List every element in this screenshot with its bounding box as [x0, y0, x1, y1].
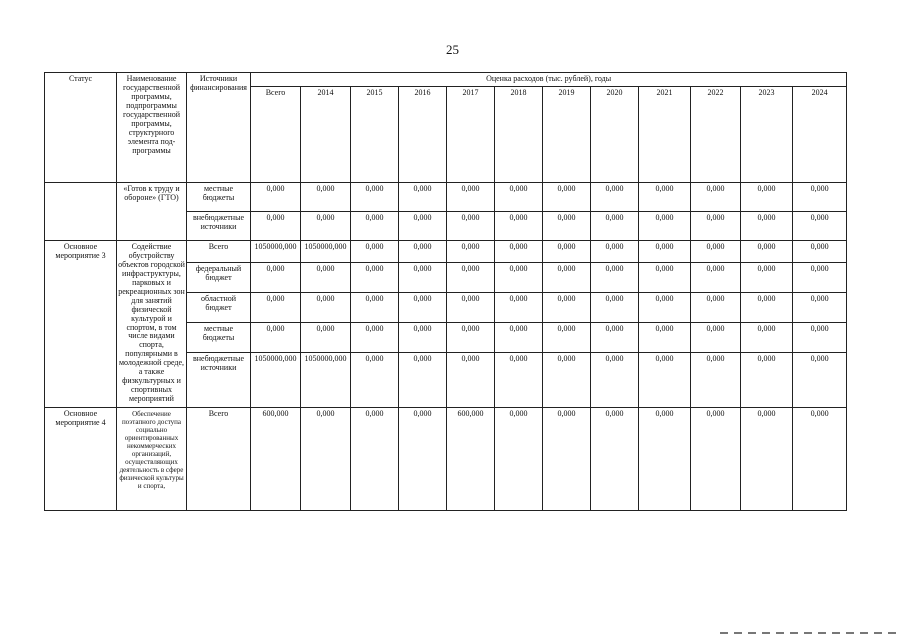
cell-value: 0,000	[691, 262, 741, 292]
cell-value: 0,000	[495, 211, 543, 240]
header-col-2016: 2016	[399, 86, 447, 182]
row-name: Содействие обустройству объектов городской инфраструктуры, парковых и рекреационных зон для занятий физической культурой и спортом, в том числе видами спорта, популярными в молодежной среде, а также физкультурных и спортивных мероприятий	[117, 240, 187, 407]
cell-value: 600,000	[447, 407, 495, 510]
cell-value: 0,000	[399, 292, 447, 322]
cell-value: 0,000	[301, 407, 351, 510]
cell-value: 0,000	[793, 322, 847, 352]
cell-value: 0,000	[399, 182, 447, 211]
cell-value: 1050000,000	[301, 240, 351, 262]
cell-value: 0,000	[301, 182, 351, 211]
header-col-2024: 2024	[793, 86, 847, 182]
row-source: областной бюджет	[187, 292, 251, 322]
header-estimate: Оценка расходов (тыс. рублей), годы	[251, 73, 847, 87]
cell-value: 0,000	[399, 322, 447, 352]
cell-value: 0,000	[691, 322, 741, 352]
cell-value: 0,000	[793, 292, 847, 322]
cell-value: 0,000	[639, 240, 691, 262]
cell-value: 0,000	[543, 407, 591, 510]
cell-value: 0,000	[251, 211, 301, 240]
cell-value: 0,000	[591, 262, 639, 292]
row-source: местные бюджеты	[187, 322, 251, 352]
scan-artifact	[720, 632, 900, 634]
cell-value: 0,000	[543, 352, 591, 407]
table-row	[45, 182, 847, 211]
table-row	[45, 240, 847, 262]
cell-value: 0,000	[399, 240, 447, 262]
cell-value: 0,000	[691, 407, 741, 510]
cell-value: 0,000	[351, 262, 399, 292]
header-col-total: Всего	[251, 86, 301, 182]
row-source: внебюджетные источники	[187, 352, 251, 407]
row-status: Основное мероприятие 3	[45, 240, 117, 407]
cell-value: 0,000	[591, 352, 639, 407]
header-col-2014: 2014	[301, 86, 351, 182]
cell-value: 0,000	[495, 322, 543, 352]
cell-value: 1050000,000	[251, 240, 301, 262]
cell-value: 0,000	[741, 240, 793, 262]
cell-value: 0,000	[741, 262, 793, 292]
cell-value: 0,000	[351, 322, 399, 352]
cell-value: 0,000	[301, 292, 351, 322]
cell-value: 0,000	[495, 352, 543, 407]
cell-value: 0,000	[691, 352, 741, 407]
cell-value: 0,000	[793, 262, 847, 292]
cell-value: 0,000	[639, 322, 691, 352]
cell-value: 0,000	[351, 292, 399, 322]
cell-value: 0,000	[543, 211, 591, 240]
cell-value: 0,000	[639, 211, 691, 240]
cell-value: 0,000	[351, 182, 399, 211]
cell-value: 0,000	[543, 292, 591, 322]
cell-value: 0,000	[301, 262, 351, 292]
cell-value: 0,000	[495, 292, 543, 322]
row-source: федеральный бюджет	[187, 262, 251, 292]
header-col-2018: 2018	[495, 86, 543, 182]
row-source: местные бюджеты	[187, 182, 251, 211]
cell-value: 1050000,000	[251, 352, 301, 407]
cell-value: 0,000	[351, 352, 399, 407]
cell-value: 0,000	[251, 292, 301, 322]
cell-value: 0,000	[447, 211, 495, 240]
cell-value: 0,000	[251, 322, 301, 352]
row-status: Основное мероприятие 4	[45, 407, 117, 510]
cell-value: 0,000	[591, 322, 639, 352]
cell-value: 1050000,000	[301, 352, 351, 407]
cell-value: 0,000	[741, 182, 793, 211]
cell-value: 0,000	[591, 292, 639, 322]
cell-value: 0,000	[495, 407, 543, 510]
cell-value: 0,000	[543, 322, 591, 352]
cell-value: 0,000	[495, 262, 543, 292]
header-sources: Источники финансирования	[187, 73, 251, 183]
row-status	[45, 182, 117, 240]
cell-value: 0,000	[639, 352, 691, 407]
cell-value: 0,000	[793, 182, 847, 211]
table-row	[45, 407, 847, 510]
row-source: Всего	[187, 240, 251, 262]
cell-value: 0,000	[639, 262, 691, 292]
cell-value: 0,000	[351, 240, 399, 262]
cell-value: 0,000	[447, 322, 495, 352]
cell-value: 0,000	[399, 262, 447, 292]
cell-value: 0,000	[351, 407, 399, 510]
cell-value: 0,000	[251, 182, 301, 211]
cell-value: 0,000	[543, 262, 591, 292]
cell-value: 0,000	[301, 211, 351, 240]
cell-value: 0,000	[495, 240, 543, 262]
cell-value: 0,000	[447, 352, 495, 407]
cell-value: 0,000	[793, 240, 847, 262]
header-name: Наименование государственной программы, подпрограммы государственной программы, структурного элемента под-программы	[117, 73, 187, 183]
cell-value: 0,000	[639, 407, 691, 510]
cell-value: 0,000	[495, 182, 543, 211]
header-col-2023: 2023	[741, 86, 793, 182]
header-col-2022: 2022	[691, 86, 741, 182]
cell-value: 0,000	[399, 407, 447, 510]
cell-value: 0,000	[591, 211, 639, 240]
cell-value: 0,000	[447, 262, 495, 292]
cell-value: 0,000	[447, 240, 495, 262]
cell-value: 0,000	[793, 407, 847, 510]
row-name: «Готов к труду и обороне» (ГТО)	[117, 182, 187, 240]
cell-value: 0,000	[447, 182, 495, 211]
cell-value: 0,000	[691, 182, 741, 211]
cell-value: 0,000	[741, 211, 793, 240]
cell-value: 0,000	[399, 352, 447, 407]
cell-value: 0,000	[399, 211, 447, 240]
cell-value: 0,000	[741, 292, 793, 322]
cell-value: 0,000	[793, 211, 847, 240]
cell-value: 0,000	[301, 322, 351, 352]
cell-value: 0,000	[793, 352, 847, 407]
row-source: внебюджетные источники	[187, 211, 251, 240]
cell-value: 0,000	[691, 292, 741, 322]
cell-value: 0,000	[591, 407, 639, 510]
cell-value: 600,000	[251, 407, 301, 510]
header-col-2017: 2017	[447, 86, 495, 182]
cell-value: 0,000	[741, 352, 793, 407]
cell-value: 0,000	[691, 211, 741, 240]
cell-value: 0,000	[543, 182, 591, 211]
cell-value: 0,000	[741, 322, 793, 352]
budget-table	[44, 72, 847, 511]
header-col-2021: 2021	[639, 86, 691, 182]
cell-value: 0,000	[591, 240, 639, 262]
cell-value: 0,000	[251, 262, 301, 292]
row-source: Всего	[187, 407, 251, 510]
cell-value: 0,000	[447, 292, 495, 322]
cell-value: 0,000	[741, 407, 793, 510]
cell-value: 0,000	[639, 292, 691, 322]
cell-value: 0,000	[691, 240, 741, 262]
row-name: Обеспечение поэтапного доступа социально ориентированных некоммерческих организаций, осуществляющих деятельность в сфере физической культуры и спорта,	[117, 407, 187, 510]
header-col-2020: 2020	[591, 86, 639, 182]
cell-value: 0,000	[639, 182, 691, 211]
cell-value: 0,000	[591, 182, 639, 211]
cell-value: 0,000	[351, 211, 399, 240]
header-col-2019: 2019	[543, 86, 591, 182]
header-status: Статус	[45, 73, 117, 183]
header-col-2015: 2015	[351, 86, 399, 182]
page-number: 25	[446, 42, 459, 57]
cell-value: 0,000	[543, 240, 591, 262]
